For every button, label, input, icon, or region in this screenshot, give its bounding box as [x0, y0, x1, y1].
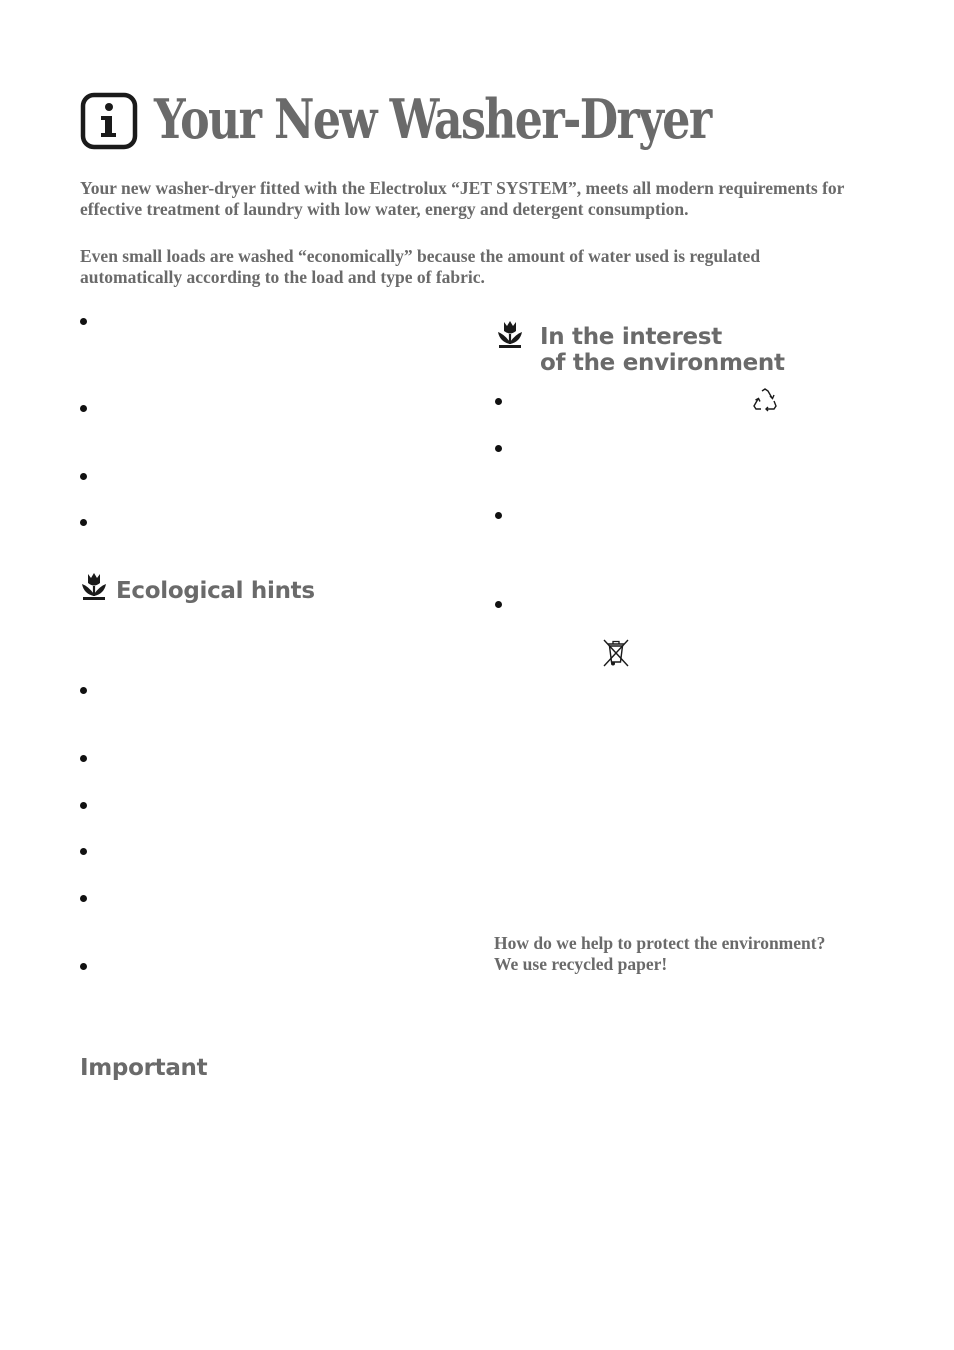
bullet-point	[80, 405, 87, 412]
bullet-point	[495, 601, 502, 608]
closing-answer: We use recycled paper!	[494, 954, 668, 974]
bullet-point	[495, 512, 502, 519]
important-heading: Important	[80, 1055, 208, 1081]
bullet-point	[80, 755, 87, 762]
bullet-point	[80, 802, 87, 809]
environment-heading-line: In the interest	[540, 324, 722, 350]
bullet-point	[80, 519, 87, 526]
bullet-point	[495, 398, 502, 405]
intro-paragraph: Even small loads are washed “economically” because the amount of water used is regulated automatically according to the load and type of fabric.	[80, 246, 761, 287]
environment-heading	[540, 324, 785, 376]
page-title: Your New Washer-Dryer	[154, 87, 711, 151]
flower-icon	[80, 572, 108, 602]
bullet-point	[80, 318, 87, 325]
bullet-point	[80, 848, 87, 855]
bullet-point	[495, 445, 502, 452]
recycle-icon	[752, 388, 778, 412]
bullet-point	[80, 687, 87, 694]
bullet-point	[80, 895, 87, 902]
info-icon	[80, 92, 138, 150]
closing-question: How do we help to protect the environment?	[494, 933, 826, 953]
flower-icon	[496, 320, 524, 350]
intro-paragraph: Your new washer-dryer fitted with the Electrolux “JET SYSTEM”, meets all modern requirements for effective treatment of laundry with low water, energy and detergent consumption.	[80, 178, 845, 219]
ecological-hints-heading: Ecological hints	[116, 578, 315, 604]
bullet-point	[80, 963, 87, 970]
environment-heading-line: of the environment	[540, 350, 785, 376]
bullet-point	[80, 473, 87, 480]
title-block	[80, 88, 833, 150]
crossed-bin-icon	[602, 638, 630, 668]
